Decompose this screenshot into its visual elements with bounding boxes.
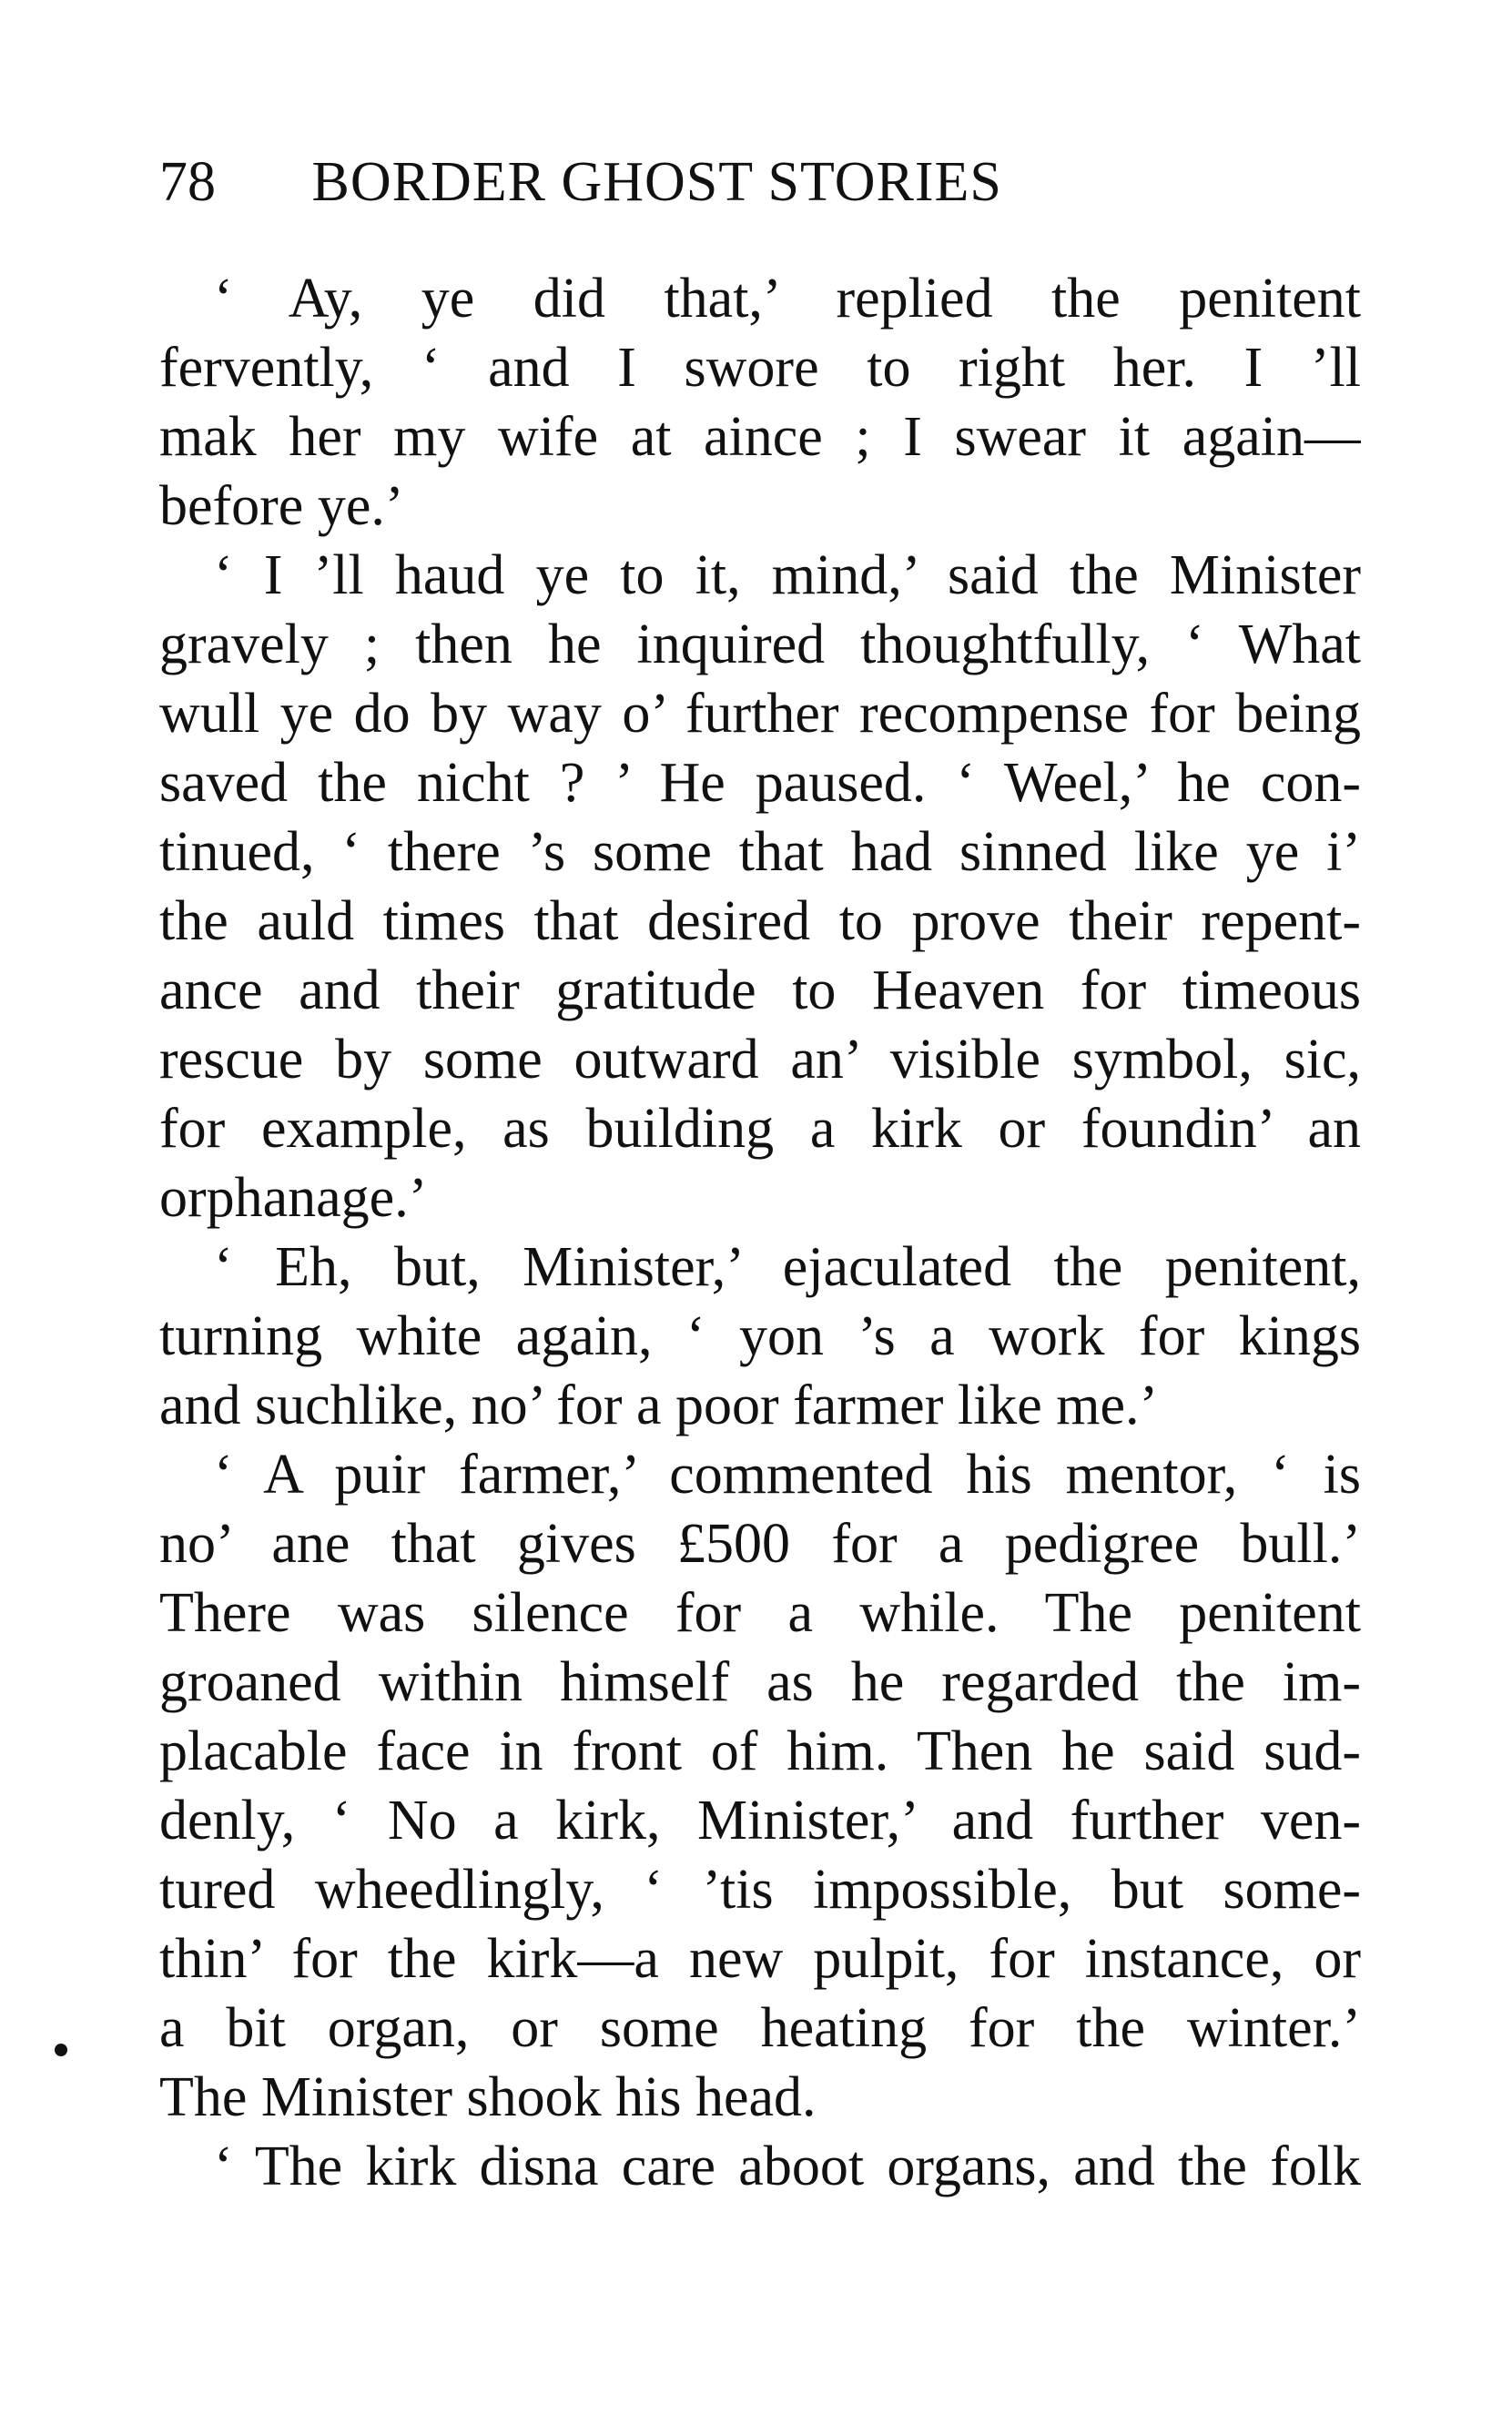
text-line: thin’ for the kirk—a new pulpit, for instance, or — [159, 1928, 1361, 1990]
text-line: the auld times that desired to prove their repent- — [159, 890, 1361, 952]
text-line: mak her my wife at aince ; I swear it again— — [159, 406, 1361, 468]
text-line: a bit organ, or some heating for the winter.’ — [159, 1997, 1361, 2059]
page-number: 78 — [159, 151, 216, 213]
text-line: rescue by some outward an’ visible symbol, sic, — [159, 1029, 1361, 1091]
text-line: saved the nicht ? ’ He paused. ‘ Weel,’ he con- — [159, 752, 1361, 814]
body-text — [159, 264, 1361, 2201]
text-line: ‘ I ’ll haud ye to it, mind,’ said the Minister — [214, 544, 1361, 606]
text-line: tinued, ‘ there ’s some that had sinned like ye i’ — [159, 821, 1361, 883]
text-line: The Minister shook his head. — [159, 2066, 817, 2128]
text-line: before ye.’ — [159, 475, 404, 537]
running-title: BORDER GHOST STORIES — [311, 151, 1002, 213]
text-line: denly, ‘ No a kirk, Minister,’ and further ven- — [159, 1790, 1361, 1852]
text-line: ‘ Ay, ye did that,’ replied the penitent — [214, 268, 1361, 330]
text-line: ‘ The kirk disna care aboot organs, and the folk — [214, 2136, 1361, 2197]
text-line: turning white again, ‘ yon ’s a work for kings — [159, 1305, 1361, 1367]
text-line: orphanage.’ — [159, 1167, 428, 1229]
text-line: wull ye do by way o’ further recompense for being — [159, 683, 1361, 745]
text-line: ance and their gratitude to Heaven for timeous — [159, 959, 1361, 1021]
text-line: There was silence for a while. The penitent — [159, 1582, 1361, 1644]
text-line: groaned within himself as he regarded the im- — [159, 1651, 1361, 1713]
text-line: ‘ Eh, but, Minister,’ ejaculated the penitent, — [214, 1236, 1361, 1298]
text-line: ‘ A puir farmer,’ commented his mentor, ‘ is — [214, 1444, 1361, 1506]
text-line: tured wheedlingly, ‘ ’tis impossible, but some- — [159, 1859, 1361, 1921]
margin-dot — [55, 2044, 67, 2056]
text-line: and suchlike, no’ for a poor farmer like me.’ — [159, 1375, 1159, 1436]
text-line: gravely ; then he inquired thoughtfully, ‘ What — [159, 614, 1361, 675]
text-line: placable face in front of him. Then he said sud- — [159, 1720, 1361, 1782]
running-head — [159, 146, 1361, 218]
text-line: for example, as building a kirk or foundin’ an — [159, 1098, 1361, 1160]
text-line: no’ ane that gives £500 for a pedigree bull.’ — [159, 1513, 1361, 1575]
text-line: fervently, ‘ and I swore to right her. I ’ll — [159, 337, 1361, 399]
